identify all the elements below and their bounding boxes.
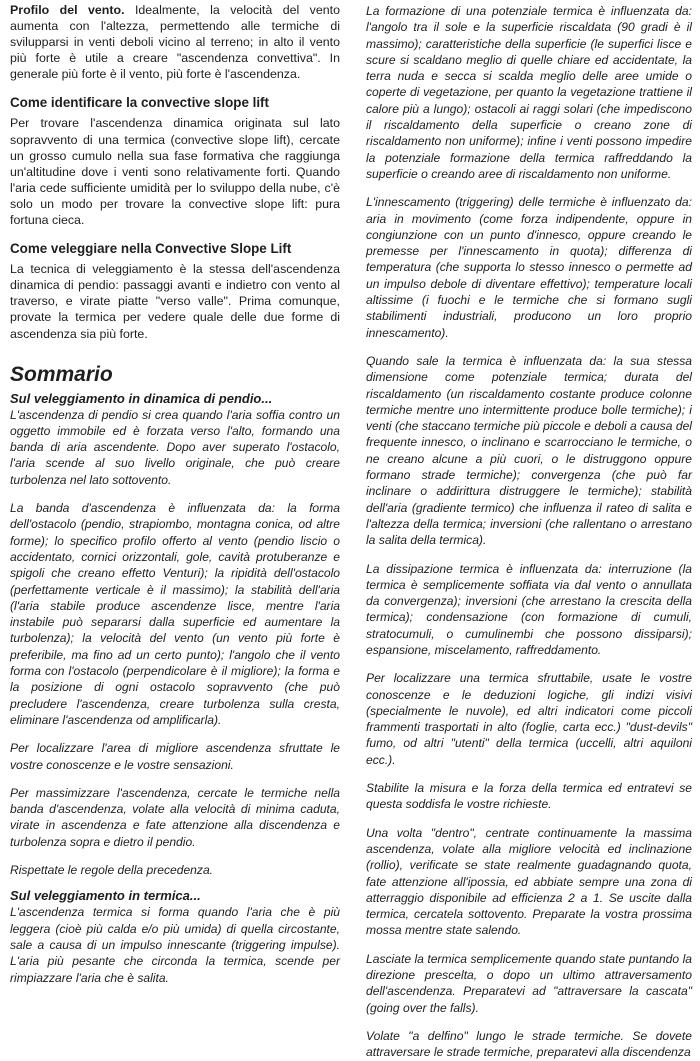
left-column	[10, 0, 340, 986]
right-column	[366, 0, 692, 1060]
thermal-locating-paragraph: Per localizzare una termica sfruttabile, usate le vostre conoscenze e le deduzioni logiche, gli indizi visivi (specialmente le nuvole), ed altri indicatori come piccoli frammenti trasportati in alto (foglie, carta ecc.) "dust-devils" fumo, od altri "utenti" della termica (uccelli, altri aquiloni ecc.).	[366, 671, 692, 767]
thermal-rising-paragraph: Quando sale la termica è influenzata da: la sua stessa dimensione come potenziale termica; durata del riscaldamento (un riscaldamento costante produce colonne termiche mentre uno intermittente produce bolle termiche); i venti (che staccano termiche più piccole e deboli a causa del frequente innesco, o inclinano e scarrocciano le termiche, o ne creano alcune a più cuori, o le distruggono oppure formano strade termiche); convergenza (che può far inclinare o addirittura distruggere le termiche); stabilità dell'aria (gradiente termico) che influenza il rateo di salita e l'altezza della termica; inversioni (che rallentano o arrestano la salita della termica).	[366, 353, 692, 548]
wind-profile-paragraph	[10, 2, 340, 82]
heading-soaring-convective-slope-lift: Come veleggiare nella Convective Slope Lift	[10, 241, 292, 257]
summary-slope-1: L'ascendenza di pendio si crea quando l'aria soffia contro un oggetto immobile ed è forzata verso l'alto, formando una banda di aria ascendente. Dopo aver superato l'ostacolo, l'aria scende al suo livello originale, che può creare turbolenza nel lato sottovento.	[10, 407, 340, 487]
thermal-inside-paragraph: Una volta "dentro", centrate continuamente la massima ascendenza, volate alla migliore velocità ed inclinazione (rollio), verificate se state realmente guadagnando quota, fate attenzione all'ipossia, ed abbiate sempre una zona di atterraggio disponibile ad efficienza 2 a 1. Se uscite dalla termica, cercatela sottovento. Preparate la vostra prossima mossa mentre state salendo.	[366, 825, 692, 938]
summary-thermal-1: L'ascendenza termica si forma quando l'aria che è più leggera (cioè più calda e/o più umida) di quella circostante, sale a causa di un impulso innescante (triggering impulse). L'aria più pesante che circonda la termica, scende per rimpiazzare l'aria che è salita.	[10, 905, 340, 985]
wind-profile-lead: Profilo del vento.	[10, 3, 125, 17]
thermal-formation-paragraph: La formazione di una potenziale termica è influenzata da: l'angolo tra il sole e la superficie riscaldata (90 gradi è il massimo); caratteristiche della superficie (le superfici lisce e scure si scaldano meglio di quelle chiare ed accidentate, la terra nuda e secca si scalda meglio delle aree umide o coperte di vegetazione, per quanto la vegetazione trattiene il calore più a lungo); ostacoli ai raggi solari (che impediscono il riscaldamento della superficie o creano zone di riscaldamento non uniforme); infine i venti possono impedire la potenziale formazione della termica raffreddando la superficie o creando aree di riscaldamento non uniforme.	[366, 4, 692, 181]
thermal-assess-paragraph: Stabilite la misura e la forza della termica ed entratevi se questa soddisfa le vostre richieste.	[366, 781, 692, 812]
wind-profile-text: Idealmente, la velocità del vento aumenta con l'altezza, permettendo alle termiche di svilupparsi in venti deboli vicino al terreno; in alto il vento più forte è utile a creare "ascendenza convettiva". In generale più forte è il vento, più forte è l'ascendenza.	[10, 3, 340, 82]
thermal-dissipation-paragraph: La dissipazione termica è influenzata da: interruzione (la termica è semplicemente soffiata via dal vento o annullata da convergenza); inversioni (che arrestano la crescita della termica); condensazione (con formazione di cumuli, stratocumuli, o cumulinembi che possono dissiparsi); espansione, miscelamento, raffreddamento.	[366, 561, 692, 657]
summary-slope-4: Per massimizzare l'ascendenza, cercate le termiche nella banda d'ascendenza, volate alla velocità di minima caduta, virate in ascendenza e fate attenzione alla discendenza e turbolenza sopra e dietro il pendio.	[10, 785, 340, 849]
soaring-technique-paragraph: La tecnica di veleggiamento è la stessa dell'ascendenza dinamica di pendio: passaggi avanti e indietro con vento al traverso, e virate piatte "verso valle". Prima comunque, provate la termica per vedere quale delle due forme di ascendenza sia più forte.	[10, 262, 340, 341]
heading-identify-convective-slope-lift: Come identificare la convective slope lift	[10, 95, 269, 111]
summary-slope-2: La banda d'ascendenza è influenzata da: la forma dell'ostacolo (pendio, strapiombo, montagna conica, od altre forme); lo specifico profilo offerto al vento (pendio liscio o accidentato, cornici orizzontali, gole, cavità protuberanze e spigoli che creano effetto Venturi); la ripidità dell'ostacolo (perfettamente verticale è il massimo); la stabilità dell'aria (l'aria stabile produce ascendenze lisce, mentre l'aria instabile può separarsi dalla superficie ed aumentare la turbolenza); la velocità del vento (un vento più forte è preferibile, ma fino ad un certo punto); l'angolo che il vento forma con l'ostacolo (perpendicolare è il migliore); la forma e la posizione di ogni ostacolo sopravvento (che può precludere l'ascendenza, creare turbolenza sulla cresta, eliminare l'ascendenza od amplificarla).	[10, 501, 340, 727]
summary-slope-3: Per localizzare l'area di migliore ascendenza sfruttate le vostre conoscenze e le vostre sensazioni.	[10, 741, 340, 772]
identify-paragraph: Per trovare l'ascendenza dinamica originata sul lato sopravvento di una termica (convective slope lift), cercate un grosso cumulo nella sua fase formativa che raggiunga un'altitudine dove i venti sono relativamente forti. Quando l'aria cede sufficiente umidità per lo sviluppo della nube, c'è solo un modo per trovare la convective slope lift: pura fortuna cieca.	[10, 116, 340, 228]
summary-subheading-thermal: Sul veleggiamento in termica...	[10, 888, 201, 904]
summary-subheading-slope: Sul veleggiamento in dinamica di pendio...	[10, 390, 273, 406]
thermal-triggering-paragraph: L'innescamento (triggering) delle termiche è influenzato da: aria in movimento (come forza indipendente, oppure in congiunzione con un punto d'innesco, oppure creando le premesse per l'innescamento in quota); differenza di temperatura (che supporta lo stesso innesco o permette ad un impulso debole di diventare effettivo); temperature locali altissime (i fuochi e le termiche che si formano sugli stabilimenti industriali, producono un loro proprio innescamento).	[366, 195, 692, 340]
summary-slope-5: Rispettate le regole della precedenza.	[10, 863, 214, 878]
summary-title: Sommario	[10, 362, 113, 386]
thermal-leaving-paragraph: Lasciate la termica semplicemente quando state puntando la direzione prescelta, o dopo un ultimo attraversamento dell'ascendenza. Preparatevi ad "attraversare la cascata" (going over the falls).	[366, 951, 692, 1015]
thermal-dolphin-paragraph: Volate "a delfino" lungo le strade termiche. Se dovete attraversare le strade termiche, preparatevi alla discendenza	[366, 1028, 692, 1060]
